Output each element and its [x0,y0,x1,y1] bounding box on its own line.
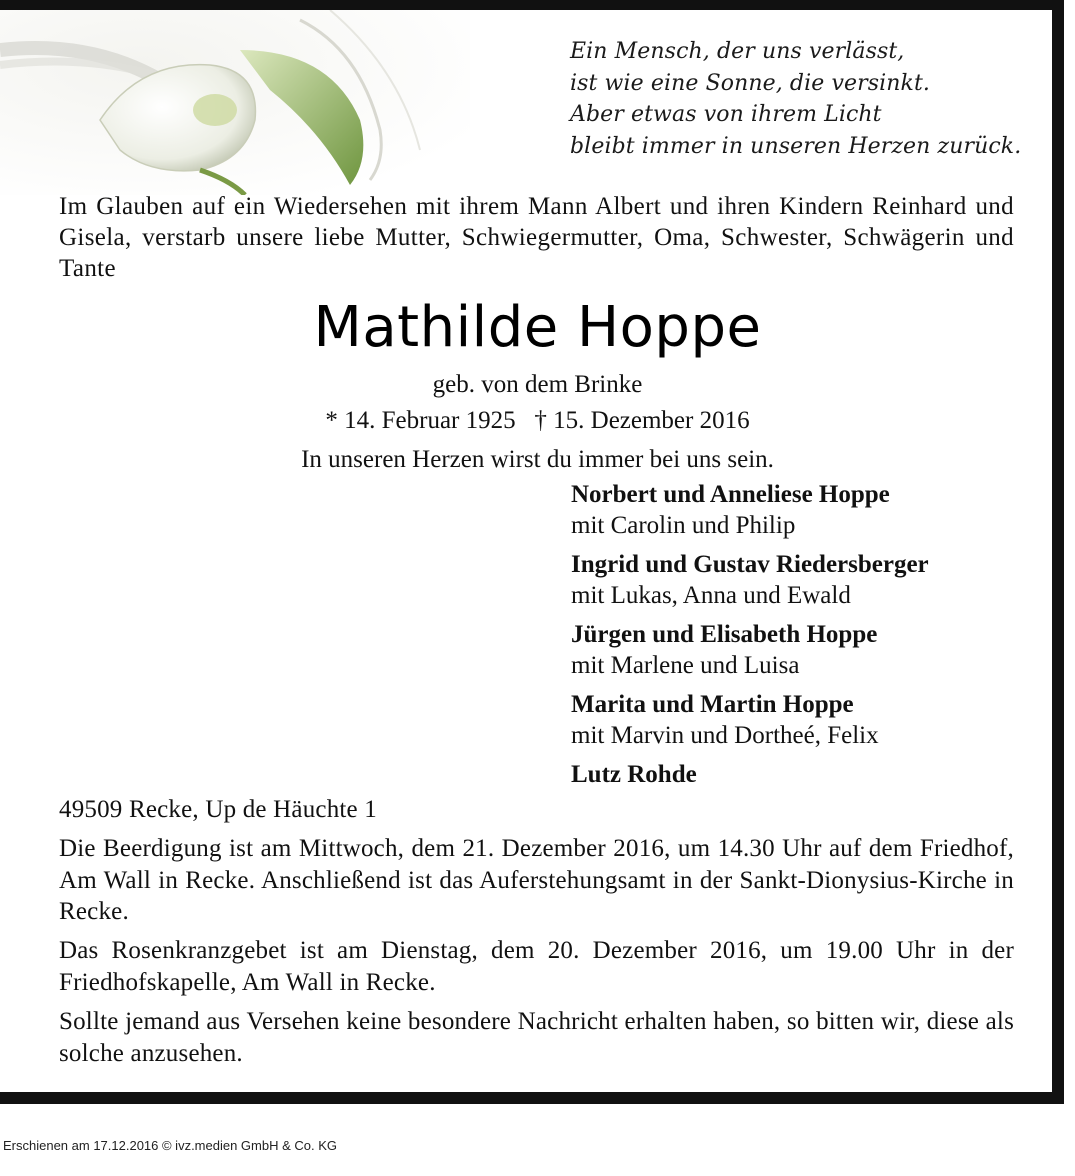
maiden-name: geb. von dem Brinke [432,371,643,398]
mourner-names: Lutz Rohde [571,761,697,788]
mourner-children: mit Carolin und Philip [571,511,796,539]
mourner-children: mit Marlene und Luisa [571,651,800,679]
mourner-group [571,480,1031,541]
deceased-name: Mathilde Hoppe [313,295,762,360]
calla-lily-image [0,10,470,195]
mourner-children: mit Marvin und Dortheé, Felix [571,721,879,749]
life-dates: * 14. Februar 1925 † 15. Dezember 2016 [325,407,750,434]
intro-text: Im Glauben auf ein Wiedersehen mit ihrem Mann Albert und ihren Kindern Reinhard und Gisela, verstarb unsere liebe Mutter, Schwiegermutter, Oma, Schwester, Schwägerin und Tante [59,193,1014,282]
mourners-list [571,480,1031,800]
mourner-group [571,620,1031,681]
poem-line: bleibt immer in unseren Herzen zurück. [570,133,1022,159]
address: 49509 Recke, Up de Häuchte 1 [59,796,378,823]
mourner-group [571,760,1031,791]
mourner-names: Marita und Martin Hoppe [571,691,854,718]
poem-line: Ein Mensch, der uns verlässt, [570,39,905,64]
poem-line: ist wie eine Sonne, die versinkt. [570,70,930,96]
notice-text: Sollte jemand aus Versehen keine besondere Nachricht erhalten haben, so bitten wir, diese als solche anzusehen. [59,1008,1014,1067]
mourner-names: Jürgen und Elisabeth Hoppe [571,621,878,648]
poem-line: Aber etwas von ihrem Licht [570,102,882,127]
mourner-children: mit Lukas, Anna und Ewald [571,581,851,609]
memorial-poem [570,36,1021,162]
publication-footer: Erschienen am 17.12.2016 © ivz.medien GmbH & Co. KG [3,1138,338,1153]
rosary-info: Das Rosenkranzgebet ist am Dienstag, dem 20. Dezember 2016, um 19.00 Uhr in der Friedhofskapelle, Am Wall in Recke. [59,937,1014,996]
mourner-names: Norbert und Anneliese Hoppe [571,481,890,508]
funeral-info: Die Beerdigung ist am Mittwoch, dem 21. Dezember 2016, um 14.30 Uhr auf dem Friedhof, Am Wall in Recke. Anschließend ist das Auferstehungsamt in der Sankt-Dionysius-Kirche in Recke. [59,835,1014,925]
mourner-group [571,690,1031,751]
mourner-names: Ingrid und Gustav Riedersberger [571,551,929,578]
motto: In unseren Herzen wirst du immer bei uns sein. [301,446,774,473]
mourner-group [571,550,1031,611]
